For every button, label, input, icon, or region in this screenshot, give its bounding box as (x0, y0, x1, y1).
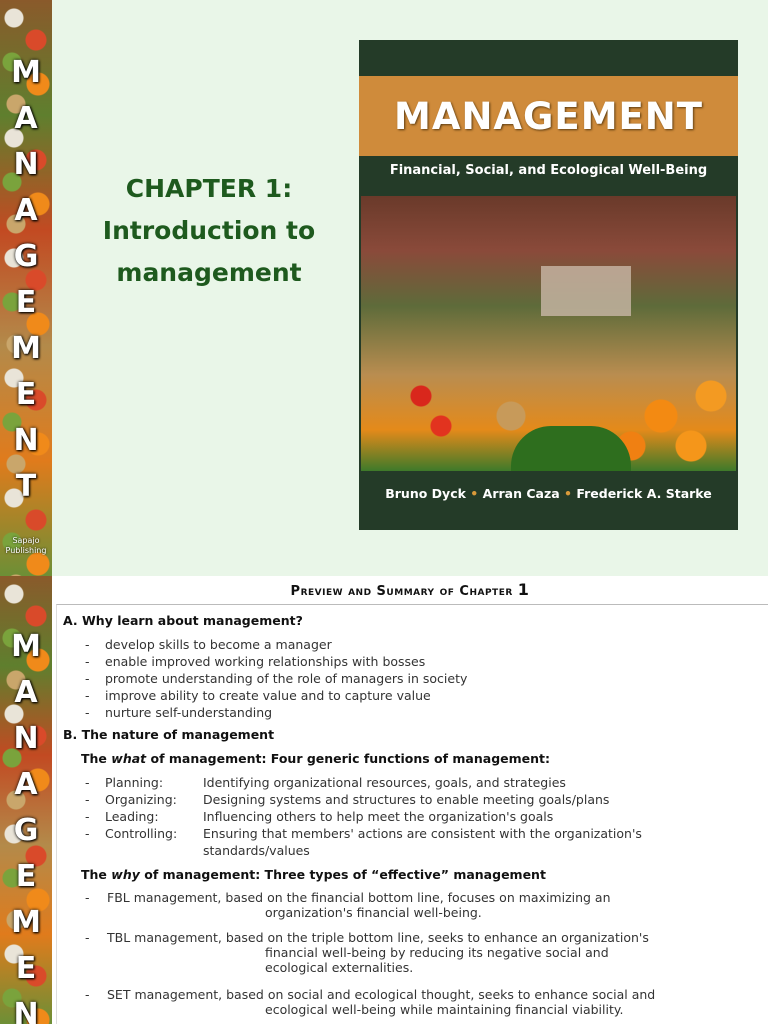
author-separator: • (470, 486, 479, 501)
management-type-item: - SET management, based on social and ecological thought, seeks to enhance social and ecological well-being while maintaining financial viability. (85, 987, 656, 1017)
strip-letter: E (15, 951, 37, 986)
strip-letter: G (13, 813, 39, 848)
summary-title-text: Preview and Summary of Chapter (290, 584, 518, 599)
produce-strip-bottom (0, 576, 52, 1024)
vertical-title-top (0, 0, 52, 510)
strip-letter: E (15, 377, 37, 412)
summary-title (52, 580, 768, 599)
section-a-heading: A. Why learn about management? (63, 613, 303, 628)
function-item: - Leading: Influencing others to help meet the organization's goals (85, 809, 554, 824)
why-heading: The why of management: Three types of “effective” management (81, 867, 546, 882)
strip-letter: G (13, 239, 39, 274)
function-item: - Planning: Identifying organizational resources, goals, and strategies (85, 775, 566, 790)
strip-letter: N (13, 997, 39, 1024)
chapter-title-line: Introduction to (102, 216, 316, 245)
title-slide (52, 0, 768, 576)
strip-letter: M (11, 55, 41, 90)
summary-title-number: 1 (517, 580, 530, 599)
author-name: Frederick A. Starke (576, 486, 712, 501)
strip-letter: N (13, 721, 39, 756)
list-item: - improve ability to create value and to capture value (85, 688, 431, 703)
strip-letter: M (11, 331, 41, 366)
cover-authors (359, 484, 738, 504)
what-heading: The what of management: Four generic functions of management: (81, 751, 551, 766)
cover-title-band (359, 76, 738, 156)
author-separator: • (564, 486, 573, 501)
stall-awning (541, 266, 631, 316)
summary-box (56, 604, 768, 1024)
strip-letter: T (15, 469, 37, 504)
strip-letter: A (14, 767, 38, 802)
chapter-title (92, 168, 326, 294)
strip-letter: M (11, 629, 41, 664)
strip-letter: A (14, 675, 38, 710)
book-cover (359, 40, 738, 530)
list-item: - promote understanding of the role of managers in society (85, 671, 468, 686)
strip-letter: N (13, 147, 39, 182)
list-item: - nurture self-understanding (85, 705, 273, 720)
management-type-item: - TBL management, based on the triple bottom line, seeks to enhance an organization's financial well-being by reducing its negative social and ecological externalities. (85, 930, 649, 975)
vertical-title-bottom (0, 576, 52, 1024)
market-produce-photo (361, 196, 736, 471)
strip-letter: A (14, 101, 38, 136)
cover-subtitle: Financial, Social, and Ecological Well-Being (389, 163, 708, 178)
summary-slide (52, 576, 768, 1024)
strip-letter: E (15, 285, 37, 320)
publisher-label: Sapajo Publishing (5, 536, 47, 555)
green-beans-pile (511, 426, 631, 471)
produce-strip-top (0, 0, 52, 576)
chapter-title-line: CHAPTER 1: (125, 174, 293, 203)
strip-letter: E (15, 859, 37, 894)
author-name: Bruno Dyck (385, 486, 466, 501)
strip-letter: M (11, 905, 41, 940)
section-b-heading: B. The nature of management (63, 727, 275, 742)
list-item: - enable improved working relationships with bosses (85, 654, 426, 669)
strip-letter: A (14, 193, 38, 228)
cover-title: MANAGEMENT (394, 94, 703, 138)
function-item: - Organizing: Designing systems and structures to enable meeting goals/plans (85, 792, 610, 807)
management-type-item: - FBL management, based on the financial bottom line, focuses on maximizing an organization's financial well-being. (85, 890, 611, 920)
strip-letter: N (13, 423, 39, 458)
function-item: - Controlling: Ensuring that members' actions are consistent with the organization's standards/values (85, 826, 642, 858)
chapter-title-line: management (116, 258, 302, 287)
author-name: Arran Caza (482, 486, 560, 501)
list-item: - develop skills to become a manager (85, 637, 332, 652)
